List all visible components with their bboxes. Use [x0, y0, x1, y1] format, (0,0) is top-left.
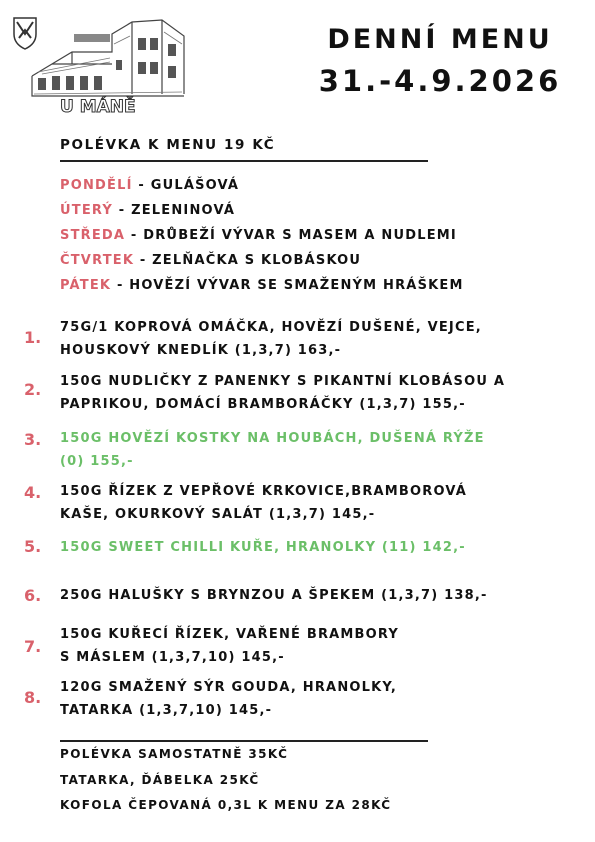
soup-heading: POLÉVKA K MENU 19 KČ: [60, 137, 276, 153]
dish-item: [60, 427, 485, 473]
dish-line: (0) 155,-: [60, 454, 134, 469]
dish-line: 150G HOVĚZÍ KOSTKY NA HOUBÁCH, DUŠENÁ RÝŽE: [60, 431, 485, 446]
dish-number: 3.: [24, 430, 42, 449]
soup-name: - HOVĚZÍ VÝVAR SE SMAŽENÝM HRÁŠKEM: [111, 278, 464, 293]
dish-line: 150G SWEET CHILLI KUŘE, HRANOLKY (11) 142,-: [60, 540, 466, 555]
soup-day: PONDĚLÍ: [60, 178, 133, 193]
restaurant-building-icon: [12, 14, 194, 114]
soup-item: [60, 177, 464, 202]
dish-number: 4.: [24, 483, 42, 502]
dish-line: TATARKA (1,3,7,10) 145,-: [60, 703, 273, 718]
footer-note: TATARKA, ĎÁBELKA 25KČ: [60, 773, 260, 787]
dish-item: [60, 584, 488, 607]
logo-text: U MÁNĚ: [60, 97, 136, 114]
soup-item: [60, 277, 464, 302]
soup-day: ČTVRTEK: [60, 253, 135, 268]
dish-item: [60, 370, 505, 416]
dish-line: 150G KUŘECÍ ŘÍZEK, VAŘENÉ BRAMBORY: [60, 627, 400, 642]
dish-item: [60, 316, 482, 362]
dish-line: 75G/1 KOPROVÁ OMÁČKA, HOVĚZÍ DUŠENÉ, VEJCE,: [60, 320, 482, 335]
dish-number: 8.: [24, 688, 42, 707]
divider: [60, 740, 428, 742]
dish-line: KAŠE, OKURKOVÝ SALÁT (1,3,7) 145,-: [60, 507, 376, 522]
soup-day: ÚTERÝ: [60, 203, 114, 218]
dish-number: 1.: [24, 328, 42, 347]
dish-item: [60, 676, 397, 722]
dish-line: 250G HALUŠKY S BRYNZOU A ŠPEKEM (1,3,7) 138,-: [60, 588, 488, 603]
menu-title: DENNÍ MENU: [327, 24, 553, 55]
soup-item: [60, 227, 464, 252]
footer-note: KOFOLA ČEPOVANÁ 0,3L K MENU ZA 28KČ: [60, 798, 392, 812]
dish-number: 7.: [24, 637, 42, 656]
coat-of-arms-icon: [14, 18, 36, 49]
divider: [60, 160, 428, 162]
dish-item: [60, 480, 467, 526]
dish-line: HOUSKOVÝ KNEDLÍK (1,3,7) 163,-: [60, 343, 342, 358]
dish-line: 150G NUDLIČKY Z PANENKY S PIKANTNÍ KLOBÁSOU A: [60, 374, 506, 389]
soup-item: [60, 252, 464, 277]
dish-line: 150G ŘÍZEK Z VEPŘOVÉ KRKOVICE,BRAMBOROVÁ: [60, 484, 468, 499]
soup-name: - DRŮBEŽÍ VÝVAR S MASEM A NUDLEMI: [125, 228, 457, 243]
restaurant-logo: [12, 14, 194, 114]
dish-item: [60, 623, 399, 669]
soup-day: PÁTEK: [60, 278, 112, 293]
soup-item: [60, 202, 464, 227]
dish-number: 2.: [24, 380, 42, 399]
dish-line: 120G SMAŽENÝ SÝR GOUDA, HRANOLKY,: [60, 680, 398, 695]
soup-list: [60, 177, 464, 302]
soup-name: - GULÁŠOVÁ: [132, 178, 240, 193]
dish-line: PAPRIKOU, DOMÁCÍ BRAMBORÁČKY (1,3,7) 155,-: [60, 397, 466, 412]
menu-date: 31.-4.9.2026: [318, 64, 562, 98]
dish-line: S MÁSLEM (1,3,7,10) 145,-: [60, 650, 285, 665]
dish-item: [60, 536, 466, 559]
dish-number: 6.: [24, 586, 42, 605]
footer-note: POLÉVKA SAMOSTATNĚ 35KČ: [60, 747, 289, 761]
soup-name: - ZELŇAČKA S KLOBÁSKOU: [134, 253, 362, 268]
dish-number: 5.: [24, 537, 42, 556]
soup-name: - ZELENINOVÁ: [113, 203, 236, 218]
soup-day: STŘEDA: [60, 228, 126, 243]
